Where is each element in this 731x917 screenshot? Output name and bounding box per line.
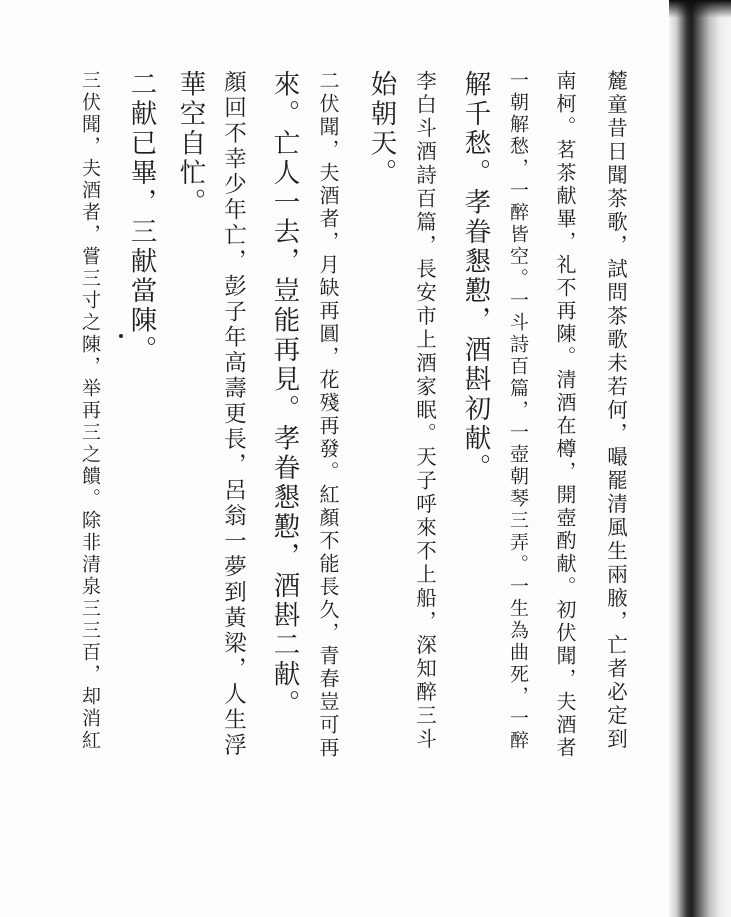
text-column-7: 二伏聞，夫酒者，月缺再圓，花殘再發。紅顏不能長久，青春豈可再 [316,70,340,760]
text-column-5: 李白斗酒詩百篇，長安市上酒家眠。天子呼來不上船，深知醉三斗 [412,70,437,752]
book-spine-gutter [669,0,731,917]
text-column-3: 一朝解愁，一醉皆空。一斗詩百篇，一壺朝琴三弄。一生為曲死，一醉 [507,70,529,752]
text-column-9: 顏回不幸少年亡，彭子年高壽更長，呂翁一夢到黃梁，人生浮 [220,70,247,759]
book-spine-shadow [669,0,731,18]
text-column-10: 華空自忙。 [174,70,206,218]
text-column-4: 解千愁。孝眷懇懃，酒斟初献。 [459,70,491,483]
text-column-8: 來。亡人一去，豈能再見。孝眷懇懃，酒斟二献。 [268,70,300,719]
text-column-6: 始朝天。 [365,70,397,188]
text-column-2: 南柯。茗茶献畢，礼不再陳。清酒在樽，開壺酌献。初伏聞，夫酒者 [553,70,577,760]
ink-dot [119,334,123,338]
text-column-12: 三伏聞，夫酒者，嘗三寸之陳，举再三之饋。除非清泉三三百，却消紅 [79,70,101,752]
text-column-11: 二献已畢，三献當陳。 [125,70,157,365]
text-column-1: 麓童昔日聞茶歌，試問茶歌未若何，嘬罷清風生兩腋，亡者必定到 [603,70,628,752]
